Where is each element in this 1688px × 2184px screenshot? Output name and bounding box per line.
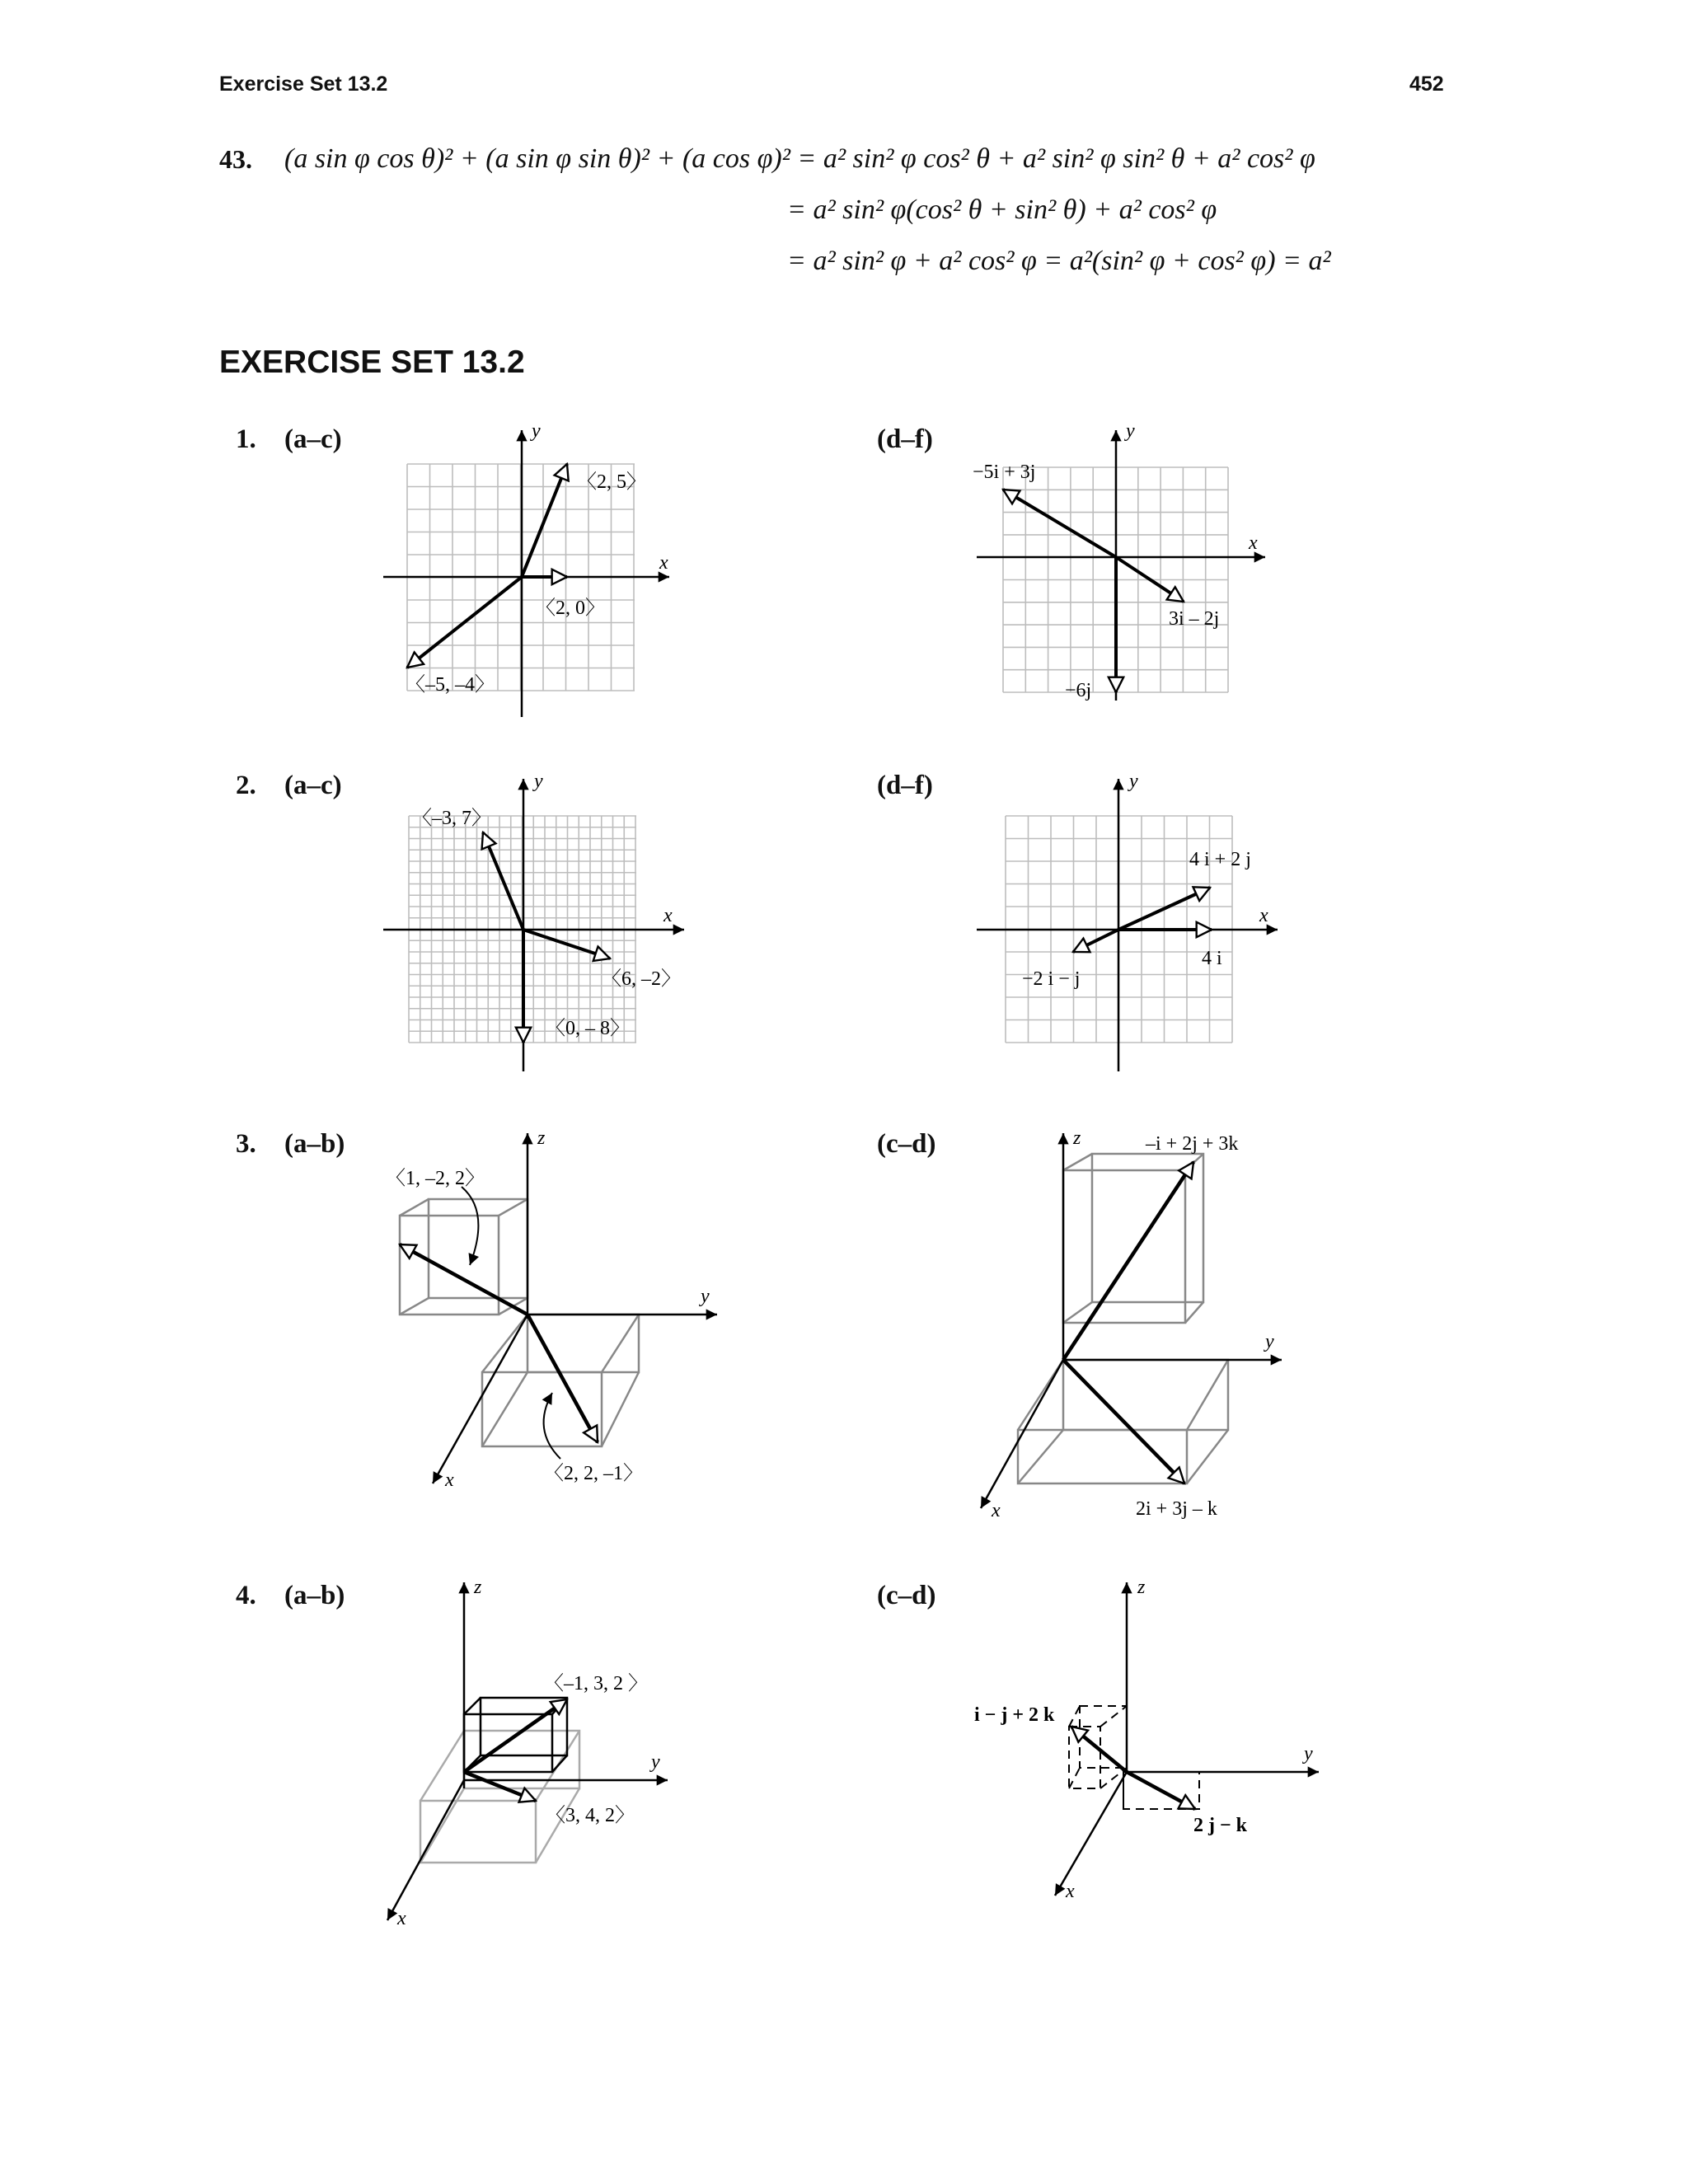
problem-43-number: 43. — [219, 144, 252, 174]
figure-p1-left — [383, 420, 669, 717]
problem-43-line-1: (a sin φ cos θ)² + (a sin φ sin θ)² + (a cos φ)² = a² sin² φ cos² θ + a² sin² φ sin² θ + a² cos² φ — [284, 143, 1315, 174]
page-number: 452 — [1409, 73, 1444, 96]
z-axis-label-p4-right: z — [1137, 1577, 1146, 1598]
x-axis-label-p4-left: x — [397, 1908, 406, 1929]
figure-p2-left — [383, 771, 684, 1071]
z-axis-label-p4-left: z — [474, 1577, 482, 1598]
figure-p1-right — [973, 420, 1265, 701]
vector-p2-left-6-neg2 — [523, 930, 610, 958]
box-p3-left-lower — [482, 1315, 639, 1446]
problem-3-left-part: (a–b) — [284, 1129, 345, 1159]
problem-2-right-part: (d–f) — [877, 771, 933, 800]
vector-p1-left-2-5 — [522, 464, 567, 577]
y-axis-label-p3-right: y — [1265, 1331, 1274, 1352]
y-axis-label-p1-right: y — [1126, 420, 1135, 442]
vector-label-p2-right-4i: 4 i — [1202, 948, 1222, 969]
x-axis-label-p4-right: x — [1066, 1881, 1075, 1902]
y-axis-label-p4-left: y — [651, 1751, 660, 1773]
vector-label-p1-right-3i-neg2j: 3i – 2j — [1169, 608, 1220, 630]
leader-curve-p3-left-lower — [544, 1393, 560, 1459]
vector-label-p2-right-neg2i-neg1j: −2 i − j — [1022, 968, 1081, 990]
problem-4-left-part: (a–b) — [284, 1581, 345, 1610]
x-axis-label-p3-left: x — [445, 1469, 454, 1491]
vector-label-p3-left-1-neg2-2: 〈1, –2, 2〉 — [386, 1168, 485, 1189]
problem-43-line-3: = a² sin² φ + a² cos² φ = a²(sin² φ + cos² φ) = a² — [787, 246, 1331, 276]
y-axis-label-p4-right: y — [1304, 1743, 1313, 1765]
vector-label-p4-right-2j-neg1k: 2 j − k — [1193, 1815, 1248, 1836]
x-axis-label-p2-right: x — [1259, 905, 1268, 926]
x-axis-label-p2-left: x — [663, 905, 673, 926]
vector-p4-right-2j-neg1k — [1127, 1772, 1195, 1809]
vector-label-p2-left-neg3-7: 〈–3, 7〉 — [412, 808, 491, 829]
vector-label-p1-right-neg5i-3j: −5i + 3j — [973, 462, 1036, 483]
figure-p2-right — [977, 771, 1278, 1071]
vector-p4-left-3-4-2 — [464, 1772, 536, 1801]
problem-2-number: 2. — [236, 771, 256, 800]
box-p4-left-outer — [420, 1731, 579, 1863]
vector-p1-right-neg5i-3j — [1003, 490, 1116, 557]
vector-label-p3-left-2-2-neg1: 〈2, 2, –1〉 — [544, 1463, 643, 1484]
vector-label-p1-left-2-5: 〈2, 5〉 — [577, 471, 646, 493]
running-header-title: Exercise Set 13.2 — [219, 73, 388, 96]
problem-1-right-part: (d–f) — [877, 424, 933, 454]
z-axis-label-p3-left: z — [537, 1127, 546, 1149]
problem-2-left-part: (a–c) — [284, 771, 342, 800]
vector-p2-left-neg3-7 — [483, 832, 523, 930]
problem-3-number: 3. — [236, 1129, 256, 1159]
problem-1-left-part: (a–c) — [284, 424, 342, 454]
x-axis-label-p1-left: x — [659, 552, 668, 574]
figure-p3-left — [386, 1127, 717, 1491]
vector-label-p1-left-neg5-neg4: 〈–5, –4〉 — [406, 674, 495, 696]
section-title: EXERCISE SET 13.2 — [219, 344, 525, 380]
x-axis-label-p1-right: x — [1249, 532, 1258, 554]
vector-p3-right-neg1i-2j-3k — [1063, 1162, 1193, 1360]
z-axis-label-p3-right: z — [1073, 1127, 1081, 1149]
problem-3-right-part: (c–d) — [877, 1129, 936, 1159]
x-axis-p3-left — [433, 1315, 528, 1483]
y-axis-label-p1-left: y — [532, 420, 541, 442]
y-axis-label-p2-right: y — [1129, 771, 1138, 792]
vector-label-p4-left-neg1-3-2: 〈–1, 3, 2 〉 — [544, 1673, 648, 1694]
problem-4-number: 4. — [236, 1581, 256, 1610]
x-axis-p3-right — [981, 1360, 1063, 1508]
vector-label-p2-right-4i-2j: 4 i + 2 j — [1189, 849, 1251, 870]
y-axis-label-p3-left: y — [701, 1286, 710, 1307]
vector-label-p4-right-1i-neg1j-2k: i − j + 2 k — [974, 1704, 1055, 1726]
vector-label-p4-left-3-4-2: 〈3, 4, 2〉 — [546, 1805, 635, 1826]
vector-label-p3-right-neg1i-2j-3k: –i + 2j + 3k — [1146, 1133, 1239, 1155]
vector-p3-right-2i-3j-neg1k — [1063, 1360, 1184, 1483]
vector-label-p1-right-neg6j: −6j — [1065, 680, 1092, 701]
y-axis-label-p2-left: y — [534, 771, 543, 792]
x-axis-label-p3-right: x — [992, 1500, 1001, 1521]
vector-label-p2-left-0-neg8: 〈0, – 8〉 — [546, 1018, 630, 1039]
vector-label-p2-left-6-neg2: 〈6, –2〉 — [602, 968, 681, 990]
figure-p3-right — [981, 1127, 1282, 1521]
vector-p3-left-2-2-neg1 — [528, 1315, 598, 1442]
problem-43-line-2: = a² sin² φ(cos² θ + sin² θ) + a² cos² φ — [787, 194, 1217, 225]
figure-p4-right — [974, 1577, 1319, 1902]
x-axis-p4-right — [1055, 1772, 1127, 1896]
vector-label-p1-left-2-0: 〈2, 0〉 — [536, 598, 605, 619]
figure-p4-left — [387, 1577, 668, 1929]
problem-1-number: 1. — [236, 424, 256, 454]
vector-label-p3-right-2i-3j-neg1k: 2i + 3j – k — [1136, 1498, 1217, 1520]
problem-4-right-part: (c–d) — [877, 1581, 936, 1610]
